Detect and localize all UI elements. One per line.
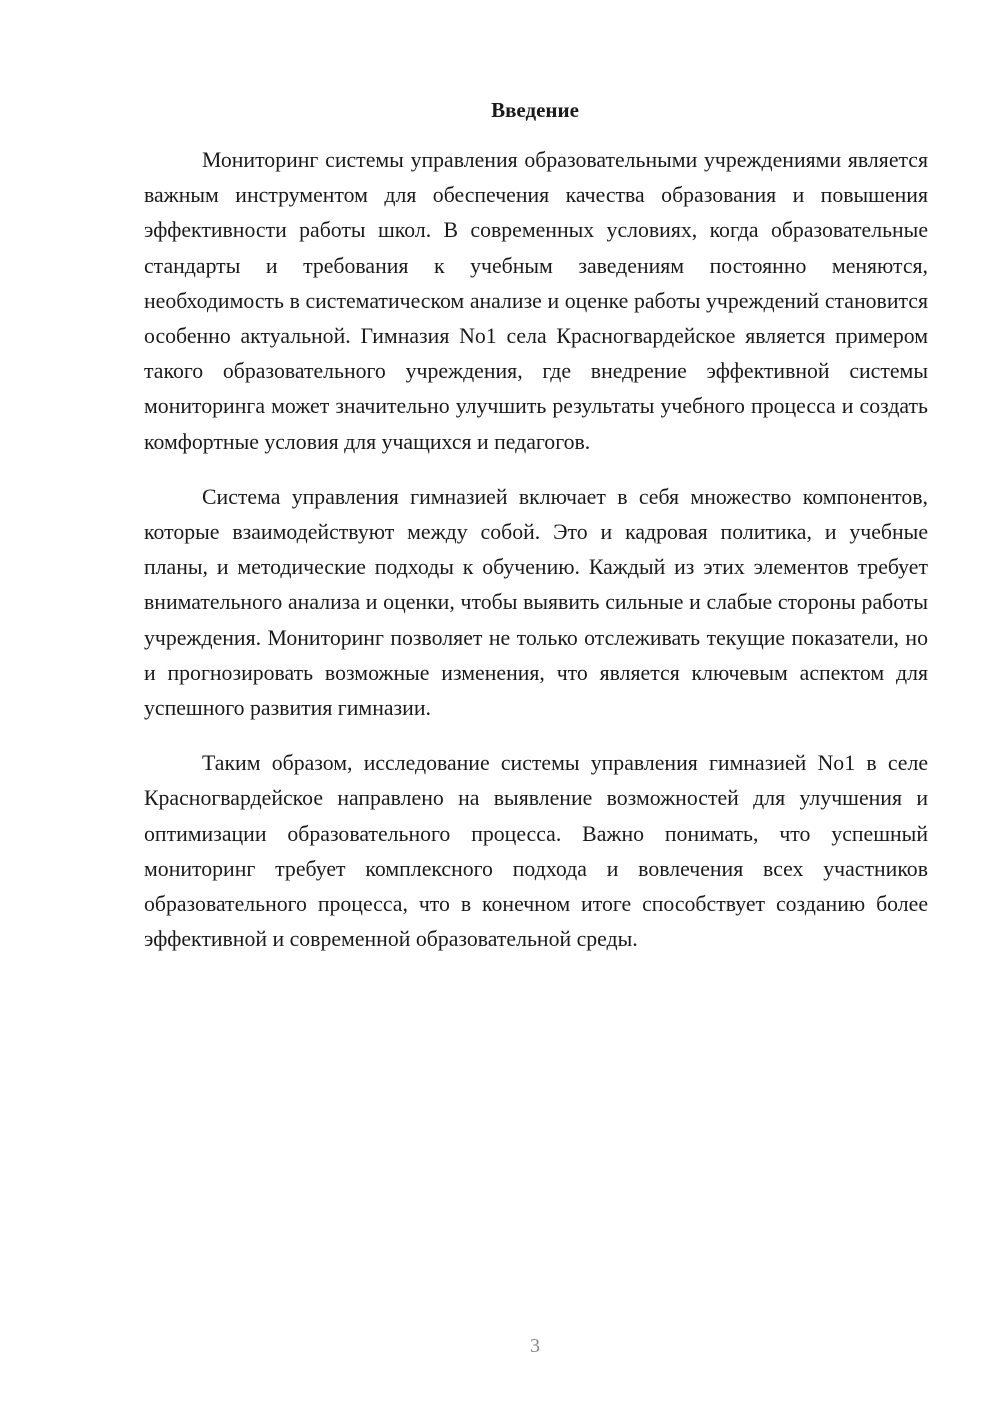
section-heading: Введение xyxy=(491,98,579,122)
paragraph-1: Мониторинг системы управления образовательными учреждениями является важным инструментом для обеспечения качества образования и повышения эффективности работы школ. В современных условиях, когда образовательные стандарты и требования к учебным заведениям постоянно меняются, необходимость в систематическом анализе и оценке работы учреждений становится особенно актуальной. Гимназия No1 села Красногвардейское является примером такого образовательного учреждения, где внедрение эффективной системы мониторинга может значительно улучшить результаты учебного процесса и создать комфортные условия для учащихся и педагогов. xyxy=(144,148,928,454)
page-number: 3 xyxy=(530,1335,540,1357)
paragraph-2: Система управления гимназией включает в себя множество компонентов, которые взаимодействуют между собой. Это и кадровая политика, и учебные планы, и методические подходы к обучению. Каждый из этих элементов требует внимательного анализа и оценки, чтобы выявить сильные и слабые стороны работы учреждения. Мониторинг позволяет не только отслеживать текущие показатели, но и прогнозировать возможные изменения, что является ключевым аспектом для успешного развития гимназии. xyxy=(144,484,928,721)
body-text xyxy=(144,143,928,957)
paragraph-3: Таким образом, исследование системы управления гимназией No1 в селе Красногвардейское направлено на выявление возможностей для улучшения и оптимизации образовательного процесса. Важно понимать, что успешный мониторинг требует комплексного подхода и вовлечения всех участников образовательного процесса, что в конечном итоге способствует созданию более эффективной и современной образовательной среды. xyxy=(144,751,928,952)
